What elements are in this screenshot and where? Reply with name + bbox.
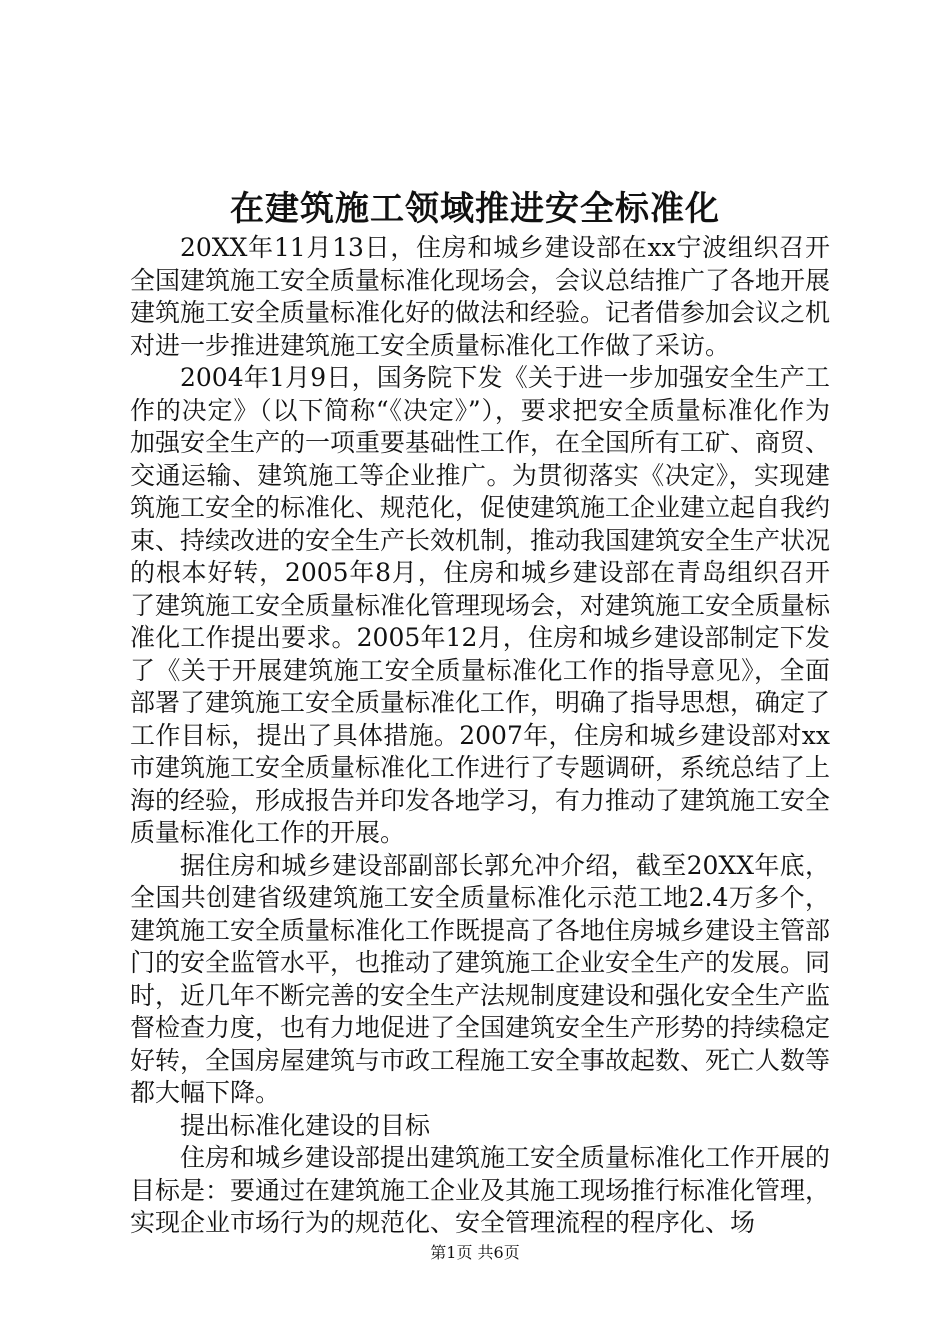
paragraph-intro: 20XX年11月13日，住房和城乡建设部在xx宁波组织召开全国建筑施工安全质量标准化现场会，会议总结推广了各地开展建筑施工安全质量标准化好的做法和经验。记者借参加会议之机对进一步推进建筑施工安全质量标准化工作做了采访。 xyxy=(130,233,831,360)
paragraph-results: 据住房和城乡建设部副部长郭允冲介绍，截至20XX年底，全国共创建省级建筑施工安全质量标准化示范工地2.4万多个，建筑施工安全质量标准化工作既提高了各地住房城乡建设主管部门的安全监管水平，也推动了建筑施工企业安全生产的发展。同时，近几年不断完善的安全生产法规制度建设和强化安全生产监督检查力度，也有力地促进了全国建筑安全生产形势的持续稳定好转，全国房屋建筑与市政工程施工安全事故起数、死亡人数等都大幅下降。 xyxy=(130,850,831,1107)
paragraph-history: 2004年1月9日，国务院下发《关于进一步加强安全生产工作的决定》（以下简称“《决定》”），要求把安全质量标准化作为加强安全生产的一项重要基础性工作，在全国所有工矿、商贸、交通运输、建筑施工等企业推广。为贯彻落实《决定》，实现建筑施工安全的标准化、规范化，促使建筑施工企业建立起自我约束、持续改进的安全生产长效机制，推动我国建筑安全生产状况的根本好转，2005年8月，住房和城乡建设部在青岛组织召开了建筑施工安全质量标准化管理现场会，对建筑施工安全质量标准化工作提出要求。2005年12月，住房和城乡建设部制定下发了《关于开展建筑施工安全质量标准化工作的指导意见》，全面部署了建筑施工安全质量标准化工作，明确了指导思想，确定了工作目标，提出了具体措施。2007年，住房和城乡建设部对xx市建筑施工安全质量标准化工作进行了专题调研，系统总结了上海的经验，形成报告并印发各地学习，有力推动了建筑施工安全质量标准化工作的开展。 xyxy=(130,363,831,847)
section-heading-goals: 提出标准化建设的目标 xyxy=(180,1110,431,1140)
document-title: 在建筑施工领域推进安全标准化 xyxy=(230,189,720,229)
document-body xyxy=(130,232,830,1240)
page-number-footer: 第1页 共6页 xyxy=(430,1243,520,1262)
paragraph-goals: 住房和城乡建设部提出建筑施工安全质量标准化工作开展的目标是：要通过在建筑施工企业及其施工现场推行标准化管理，实现企业市场行为的规范化、安全管理流程的程序化、场 xyxy=(130,1143,831,1237)
